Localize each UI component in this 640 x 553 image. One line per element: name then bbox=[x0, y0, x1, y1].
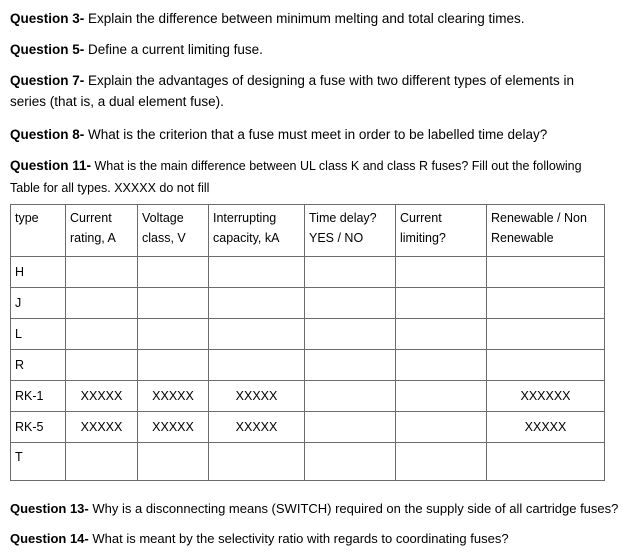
question-text: Why is a disconnecting means (SWITCH) required on the supply side of all cartridge fuses? bbox=[88, 501, 619, 516]
table-cell bbox=[396, 319, 487, 350]
table-cell bbox=[66, 443, 138, 481]
table-cell bbox=[396, 443, 487, 481]
question-5 bbox=[10, 39, 263, 60]
question-text: Define a current limiting fuse. bbox=[84, 42, 263, 57]
table-cell bbox=[396, 350, 487, 381]
table-cell bbox=[66, 319, 138, 350]
table-cell bbox=[487, 350, 605, 381]
table-cell bbox=[138, 288, 209, 319]
table-cell bbox=[305, 288, 396, 319]
question-label: Question 3- bbox=[10, 11, 85, 26]
table-cell: XXXXX bbox=[66, 412, 138, 443]
header-current-rating: Current rating, A bbox=[66, 205, 138, 257]
table-header-row bbox=[11, 205, 605, 257]
table-row bbox=[11, 412, 605, 443]
question-text-continued: series (that is, a dual element fuse). bbox=[10, 94, 224, 109]
header-type: type bbox=[11, 205, 66, 257]
table-cell: RK-1 bbox=[11, 381, 66, 412]
table-cell bbox=[396, 288, 487, 319]
table-cell bbox=[209, 257, 305, 288]
table-cell: H bbox=[11, 257, 66, 288]
question-11 bbox=[10, 155, 582, 199]
table-cell bbox=[138, 257, 209, 288]
table-cell: XXXXX bbox=[209, 412, 305, 443]
table-cell bbox=[209, 288, 305, 319]
question-7 bbox=[10, 70, 574, 112]
table-cell bbox=[209, 443, 305, 481]
question-label: Question 11- bbox=[10, 158, 92, 173]
table-cell: XXXXX bbox=[66, 381, 138, 412]
question-label: Question 8- bbox=[10, 127, 85, 142]
question-text: Explain the advantages of designing a fuse with two different types of elements in bbox=[84, 73, 575, 88]
question-text: What is meant by the selectivity ratio with regards to coordinating fuses? bbox=[88, 531, 509, 546]
table-cell bbox=[396, 257, 487, 288]
table-cell bbox=[487, 257, 605, 288]
question-13 bbox=[10, 498, 618, 519]
table-row bbox=[11, 288, 605, 319]
question-label: Question 5- bbox=[10, 42, 85, 57]
table-cell bbox=[305, 319, 396, 350]
table-cell: XXXXX bbox=[209, 381, 305, 412]
table-cell bbox=[396, 412, 487, 443]
fuse-class-table bbox=[10, 204, 605, 481]
table-cell: R bbox=[11, 350, 66, 381]
table-cell: XXXXX bbox=[138, 381, 209, 412]
table-row bbox=[11, 350, 605, 381]
table-cell bbox=[305, 350, 396, 381]
table-row bbox=[11, 443, 605, 481]
question-label: Question 14- bbox=[10, 531, 89, 546]
table-cell bbox=[138, 319, 209, 350]
question-14 bbox=[10, 528, 509, 549]
header-voltage-class: Voltage class, V bbox=[138, 205, 209, 257]
table-cell bbox=[487, 443, 605, 481]
table-cell bbox=[66, 257, 138, 288]
question-3 bbox=[10, 8, 525, 29]
table-cell bbox=[138, 443, 209, 481]
table-cell bbox=[66, 288, 138, 319]
table-cell bbox=[305, 412, 396, 443]
question-label: Question 13- bbox=[10, 501, 89, 516]
question-text: What is the criterion that a fuse must meet in order to be labelled time delay? bbox=[84, 127, 548, 142]
question-label: Question 7- bbox=[10, 73, 85, 88]
question-text: What is the main difference between UL class K and class R fuses? Fill out the following bbox=[91, 159, 582, 173]
table-cell bbox=[66, 350, 138, 381]
table-row bbox=[11, 257, 605, 288]
table-cell bbox=[487, 319, 605, 350]
question-text: Explain the difference between minimum melting and total clearing times. bbox=[84, 11, 525, 26]
table-row bbox=[11, 381, 605, 412]
table-cell bbox=[305, 443, 396, 481]
table-row bbox=[11, 319, 605, 350]
table-cell bbox=[138, 350, 209, 381]
header-renewable: Renewable / Non Renewable bbox=[487, 205, 605, 257]
table-cell bbox=[209, 319, 305, 350]
question-8 bbox=[10, 124, 547, 145]
header-current-limiting: Current limiting? bbox=[396, 205, 487, 257]
table-cell: XXXXXX bbox=[487, 381, 605, 412]
header-time-delay: Time delay? YES / NO bbox=[305, 205, 396, 257]
table-cell bbox=[487, 288, 605, 319]
table-cell: L bbox=[11, 319, 66, 350]
table-cell bbox=[396, 381, 487, 412]
table-cell: XXXXX bbox=[487, 412, 605, 443]
table-cell bbox=[209, 350, 305, 381]
header-interrupting-capacity: Interrupting capacity, kA bbox=[209, 205, 305, 257]
table-cell: J bbox=[11, 288, 66, 319]
table-cell bbox=[305, 381, 396, 412]
table-cell: XXXXX bbox=[138, 412, 209, 443]
question-text-continued: Table for all types. XXXXX do not fill bbox=[10, 181, 210, 195]
table-cell: RK-5 bbox=[11, 412, 66, 443]
table-cell bbox=[305, 257, 396, 288]
table-cell: T bbox=[11, 443, 66, 481]
